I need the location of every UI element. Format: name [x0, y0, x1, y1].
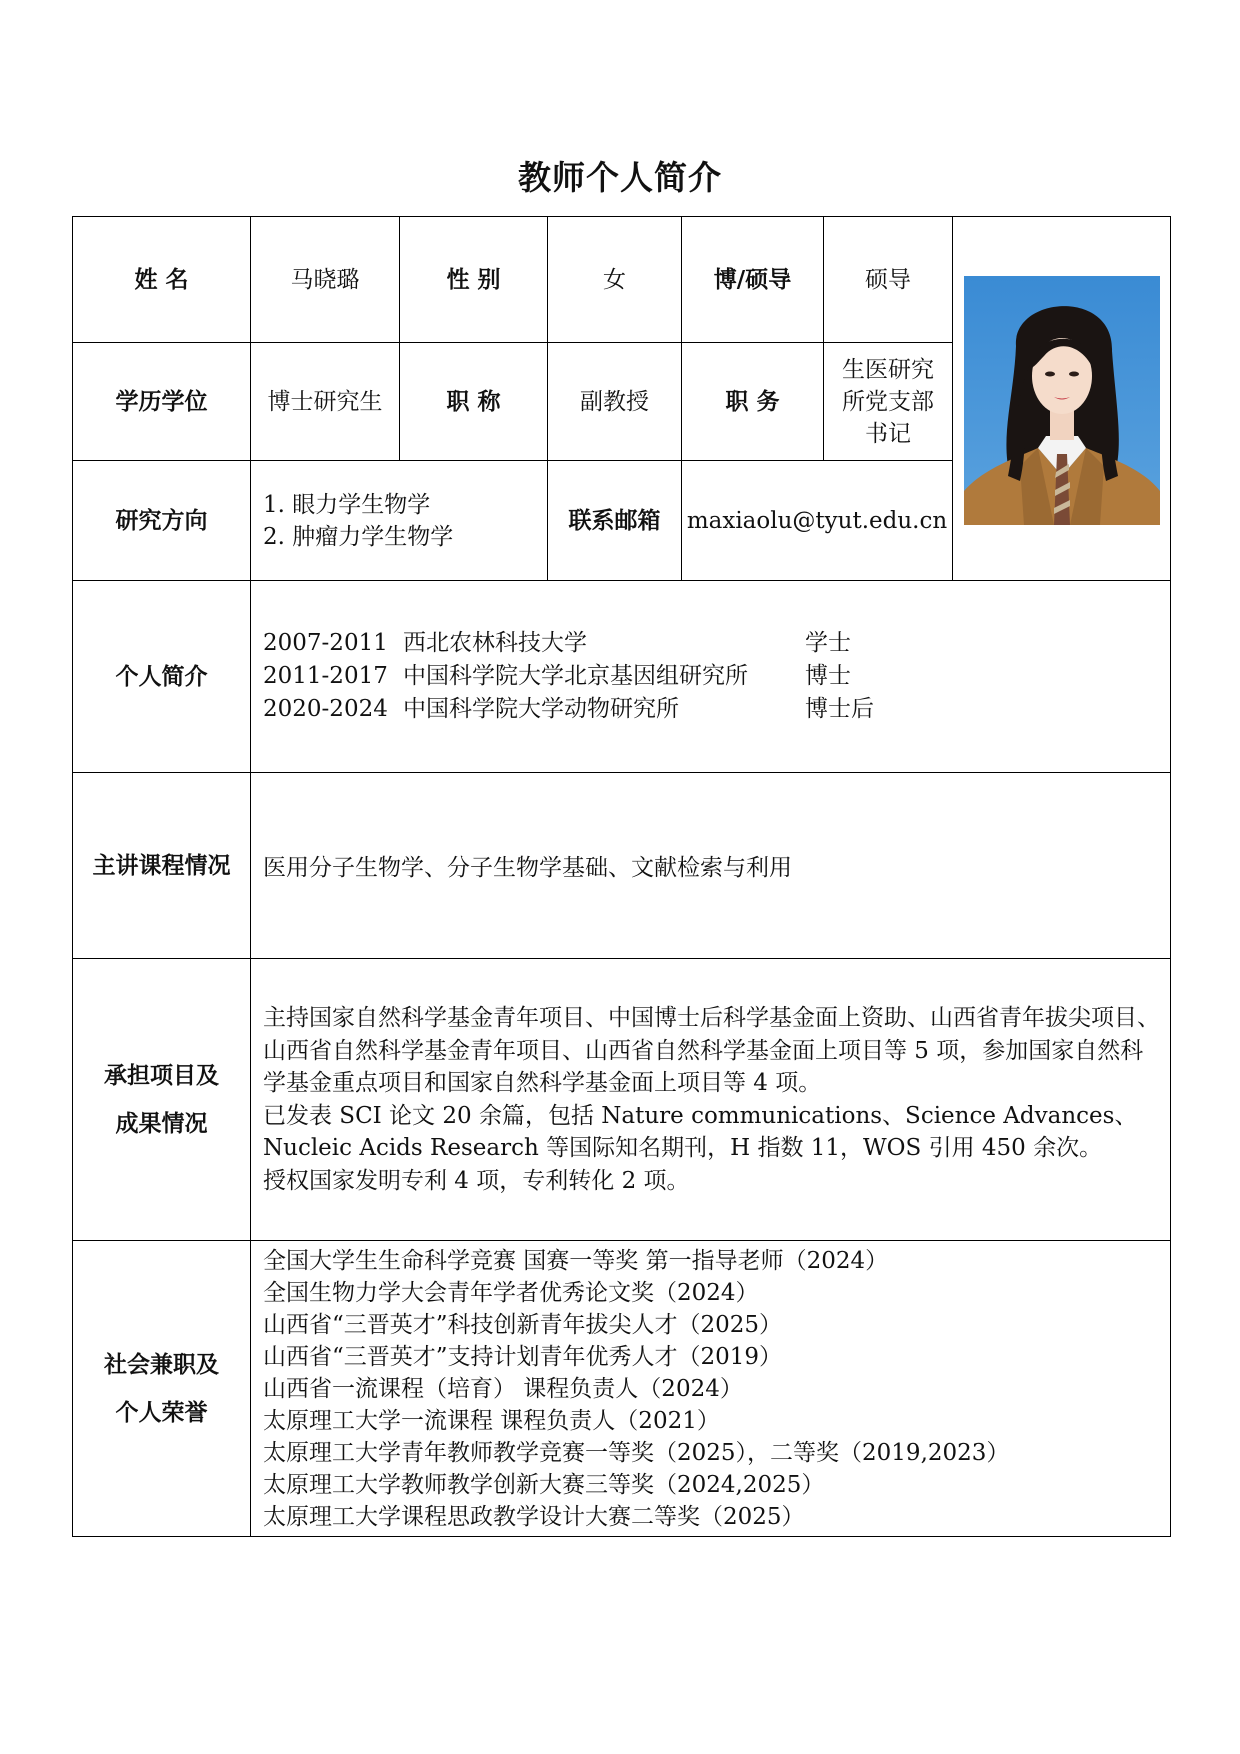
page-title: 教师个人简介	[518, 158, 722, 197]
projects-value	[251, 959, 1171, 1241]
projects-label-line2: 成果情况	[115, 1110, 208, 1137]
edu-school: 中国科学院大学动物研究所	[403, 696, 679, 722]
courses-label: 主讲课程情况	[73, 773, 251, 959]
edu-degree: 学士	[805, 630, 851, 656]
title-value: 副教授	[548, 343, 682, 461]
supervisor-value: 硕导	[824, 217, 953, 343]
edu-entry	[263, 693, 1162, 726]
honor-item: 全国生物力学大会青年学者优秀论文奖（2024）	[263, 1279, 759, 1306]
position-value: 生医研究所党支部书记	[824, 343, 953, 461]
honor-item: 太原理工大学教师教学创新大赛三等奖（2024,2025）	[263, 1471, 825, 1498]
research-item: 1. 眼力学生物学	[263, 491, 431, 518]
gender-value: 女	[548, 217, 682, 343]
honor-item: 山西省一流课程（培育） 课程负责人（2024）	[263, 1375, 743, 1402]
edu-period: 2007-2011	[263, 630, 388, 656]
profile-table	[72, 216, 1171, 1537]
courses-value: 医用分子生物学、分子生物学基础、文献检索与利用	[251, 773, 1171, 959]
honor-item: 山西省“三晋英才”支持计划青年优秀人才（2019）	[263, 1343, 783, 1370]
gender-label: 性 别	[400, 217, 548, 343]
edu-degree: 博士后	[805, 696, 874, 722]
portrait-photo	[964, 276, 1160, 525]
degree-label: 学历学位	[73, 343, 251, 461]
supervisor-label: 博/硕导	[682, 217, 824, 343]
projects-label	[73, 959, 251, 1241]
email-label: 联系邮箱	[548, 461, 682, 581]
edu-period: 2011-2017	[263, 663, 388, 689]
honor-item: 全国大学生生命科学竞赛 国赛一等奖 第一指导老师（2024）	[263, 1247, 889, 1274]
honors-label	[73, 1241, 251, 1537]
position-label: 职 务	[682, 343, 824, 461]
edu-degree: 博士	[805, 663, 851, 689]
honor-item: 山西省“三晋英才”科技创新青年拔尖人才（2025）	[263, 1311, 783, 1338]
projects-paragraph: 已发表 SCI 论文 20 余篇，包括 Nature communications、Science Advances、Nucleic Acids Research 等国际知名期刊，H 指数 11，WOS 引用 450 余次。	[263, 1102, 1138, 1161]
edu-entry	[263, 627, 1162, 660]
name-value: 马晓璐	[251, 217, 400, 343]
title-label: 职 称	[400, 343, 548, 461]
degree-value: 博士研究生	[251, 343, 400, 461]
edu-school: 中国科学院大学北京基因组研究所	[403, 663, 748, 689]
bio-label: 个人简介	[73, 581, 251, 773]
name-label: 姓 名	[73, 217, 251, 343]
research-item: 2. 肿瘤力学生物学	[263, 523, 454, 550]
honor-item: 太原理工大学青年教师教学竞赛一等奖（2025），二等奖（2019,2023）	[263, 1439, 1010, 1466]
honor-item: 太原理工大学一流课程 课程负责人（2021）	[263, 1407, 720, 1434]
email-value: maxiaolu@tyut.edu.cn	[682, 461, 953, 581]
projects-paragraph: 主持国家自然科学基金青年项目、中国博士后科学基金面上资助、山西省青年拔尖项目、山西省自然科学基金青年项目、山西省自然科学基金面上项目等 5 项，参加国家自然科学基金重点项目和国家自然科学基金面上项目等 4 项。	[263, 1005, 1160, 1096]
projects-paragraph: 授权国家发明专利 4 项，专利转化 2 项。	[263, 1167, 690, 1194]
bio-value	[251, 581, 1171, 773]
honors-label-line1: 社会兼职及	[104, 1351, 219, 1378]
photo-cell	[953, 217, 1171, 581]
honor-item: 太原理工大学课程思政教学设计大赛二等奖（2025）	[263, 1503, 805, 1530]
projects-label-line1: 承担项目及	[104, 1062, 219, 1089]
honors-value	[251, 1241, 1171, 1537]
edu-period: 2020-2024	[263, 696, 388, 722]
research-label: 研究方向	[73, 461, 251, 581]
research-value	[251, 461, 548, 581]
honors-label-line2: 个人荣誉	[115, 1399, 208, 1426]
edu-entry	[263, 660, 1162, 693]
edu-school: 西北农林科技大学	[403, 630, 587, 656]
